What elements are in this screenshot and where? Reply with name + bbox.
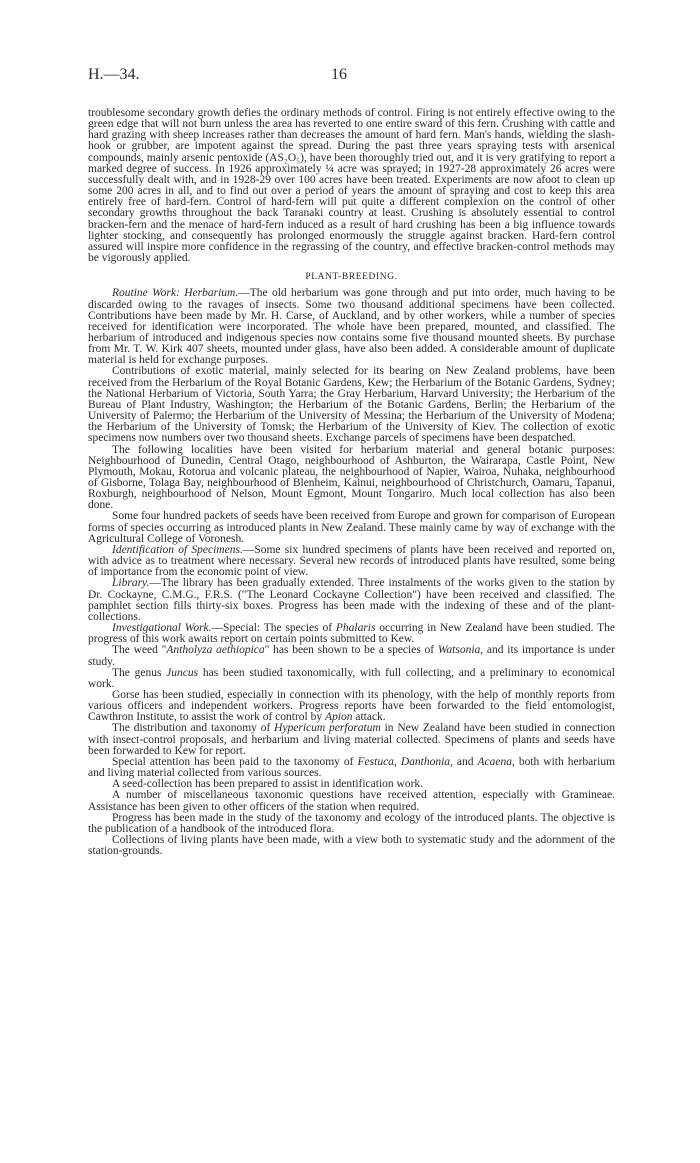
paragraph-seeds: Some four hundred packets of seeds have been received from Europe and grown for comparison of European forms of species occurring as introduced plants in New Zealand. These mainly came by way of exchange with the Agricultural College of Voronesh. (88, 510, 615, 545)
document-body (88, 108, 615, 857)
investigational-pre: —Special: The species of (211, 622, 336, 635)
paragraph-juncus (88, 668, 615, 690)
hypericum-post: in New Zealand have been studied in connection with insect-control proposals, and herbarium and living material collected. Specimens of plants and seeds have been forwarded to Kew for report. (88, 722, 615, 757)
paragraph-progress: Progress has been made in the study of the taxonomy and ecology of the introduced plants. The objective is the publication of a handbook of the introduced flora. (88, 811, 615, 835)
genus-watsonia: Watsonia (437, 644, 481, 657)
genus-acaena: Acaena (477, 755, 512, 768)
paragraph-library (88, 578, 615, 623)
festuca-pre: Special attention has been paid to the taxonomy of (112, 755, 358, 768)
library-text: —The library has been gradually extended. Three instalments of the works given to the station by Dr. Cockayne, C.M.G., F.R.S. ("The Leonard Cockayne Collection") have been received and classified. The pamphlet section fills thirty-six boxes. Progress has been made with the indexing of these and of the plant-collections. (88, 577, 615, 623)
genus-danthonia: Danthonia (400, 755, 451, 768)
report-code: H.—34. (88, 66, 140, 83)
identification-text: —Some six hundred specimens of plants have been received and reported on, with advice as to treatment where necessary. Several new records of introduced plants have resulted, some being of importance from the economic point of view. (88, 543, 615, 579)
festuca-sep2: , and (450, 755, 478, 768)
genus-phalaris: Phalaris (335, 622, 376, 635)
genus-apion: Apion (325, 711, 353, 724)
paragraph-gorse (88, 690, 615, 723)
paragraph-gramineae: A number of miscellaneous taxonomic questions have received attention, especially with Gramineae. Assistance has been given to other officers of the station when required. (88, 789, 615, 813)
paragraph-living-plants: Collections of living plants have been made, with a view both to systematic study and the adornment of the station-grounds. (88, 834, 615, 858)
weed-pre: The weed " (112, 644, 167, 657)
festuca-post: , both with herbarium and living material collected from various sources. (88, 755, 616, 780)
gorse-pre: Gorse has been studied, especially in connection with its phenology, with the help of monthly reports from various officers and independent workers. Progress reports have been forwarded to the field entomologist, Cawthron Institute, to assist the work of control by (88, 688, 615, 724)
species-hypericum: Hypericum perforatum (274, 722, 381, 735)
juncus-post: has been studied taxonomically, with full collecting, and a preliminary to economical work. (88, 666, 615, 690)
gorse-post: attack. (352, 711, 386, 724)
paragraph-seed-collection: A seed-collection has been prepared to assist in identification work. (112, 778, 424, 791)
section-heading: PLANT-BREEDING. (305, 272, 398, 283)
page-header (88, 66, 608, 86)
herbarium-text: —The old herbarium was gone through and put into order, much having to be discarded owing to the ravages of insects. Some two thousand additional specimens have been collected. Contributions have been made by Mr. H. Carse, of Auckland, and by other workers, while a number of species received for identification were incorporated. The whole have been prepared, mounted, and classified. The herbarium of introduced and indigenous species now contains some five thousand mounted sheets. By purchase from Mr. T. W. Kirk 407 sheets, mounted under glass, have also been added. A considerable amount of duplicate material is held for exchange purposes. (88, 287, 615, 367)
paragraph-festuca (88, 757, 615, 779)
species-antholyza: Antholyza aethiopica (166, 644, 265, 657)
paragraph-identification (88, 545, 615, 578)
juncus-pre: The genus (112, 666, 167, 679)
paragraph-weed (88, 645, 615, 667)
hypericum-pre: The distribution and taxonomy of (112, 722, 275, 735)
page-number: 16 (331, 66, 347, 83)
genus-festuca: Festuca (357, 755, 394, 768)
paragraph-exotic: Contributions of exotic material, mainly selected for its bearing on New Zealand problems, have been received from the Herbarium of the Royal Botanic Gardens, Kew; the Herbarium of the Botanic Gardens, Sydney; the National Herbarium of Victoria, South Yarra; the Gray Herbarium, Harvard University; the Herbarium of the Bureau of Plant Industry, Washington; the Herbarium of the Botanic Gardens, Berlin; the Herbarium of the University of Palermo; the Herbarium of the University of Messina; the Herbarium of the University of Modena; the Herbarium of the University of Tomsk; the Herbarium of the University of Kiev. The collection of exotic specimens now numbers over two thousand sheets. Exchange parcels of specimens have been despatched. (88, 365, 615, 445)
paragraph-hypericum (88, 723, 615, 756)
festuca-sep1: , (393, 755, 401, 768)
lead-identification: Identification of Specimens. (112, 543, 243, 556)
weed-mid: " has been shown to be a species of (264, 644, 438, 657)
lead-investigational: Investigational Work. (112, 622, 212, 635)
paragraph-localities: The following localities have been visited for herbarium material and general botanic purposes: Neighbourhood of Dunedin, Central Otago, neighbourhood of Ashburton, the Wairarapa, Castle Point, New Plymouth, Mokau, Rotorua and volcanic plateau, the neighbourhood of Napier, Wairoa, Nuhaka, neighbourhood of Gisborne, Tolaga Bay, neighbourhood of Blenheim, Kainui, neighbourhood of Christchurch, Oamaru, Tapanui, Roxburgh, neighbourhood of Nelson, Mount Egmont, Mount Tongariro. Much local collection has also been done. (88, 443, 615, 512)
lead-library: Library. (112, 577, 150, 590)
genus-juncus: Juncus (166, 666, 199, 679)
paragraph-hard-fern: troublesome secondary growth defies the ordinary methods of control. Firing is not entirely effective owing to the green edge that will not burn unless the area has reverted to one entire sward of this fern. Crushing with cattle and hard grazing with sheep increases rather than decreases the amount of hard fern. Man's hands, wielding the slash-hook or grubber, are impotent against the spread. During the past three years spraying tests with arsenical compounds, mainly arsenic pentoxide (AS₂O₅), have been thoroughly tried out, and it is very gratifying to report a marked degree of success. In 1926 approximately ¼ acre was sprayed; in 1927-28 approximately 26 acres were successfully dealt with, and in 1928-29 over 100 acres have been treated. Experiments are now afoot to clean up some 200 acres in all, and to find out over a period of years the amount of spraying and cost to keep this area entirely free of hard-fern. Control of hard-fern will put quite a different complexion on the control of other secondary growths throughout the back Taranaki country at least. Crushing is absolutely essential to control bracken-fern and the menace of hard-fern induced as a result of hard crushing has been a big influence towards lighter stocking, and consequently has prolonged enormously the struggle against bracken. Hard-fern control assured will inspire more confidence in the regrassing of the country, and effective bracken-control methods may be vigorously applied. (88, 107, 615, 265)
paragraph-herbarium (88, 288, 615, 366)
paragraph-investigational (88, 623, 615, 645)
weed-post: , and its importance is under study. (88, 644, 615, 668)
lead-herbarium: Routine Work: Herbarium. (112, 287, 239, 300)
investigational-post: occurring in New Zealand have been studied. The progress of this work awaits report on certain points submitted to Kew. (88, 622, 615, 646)
